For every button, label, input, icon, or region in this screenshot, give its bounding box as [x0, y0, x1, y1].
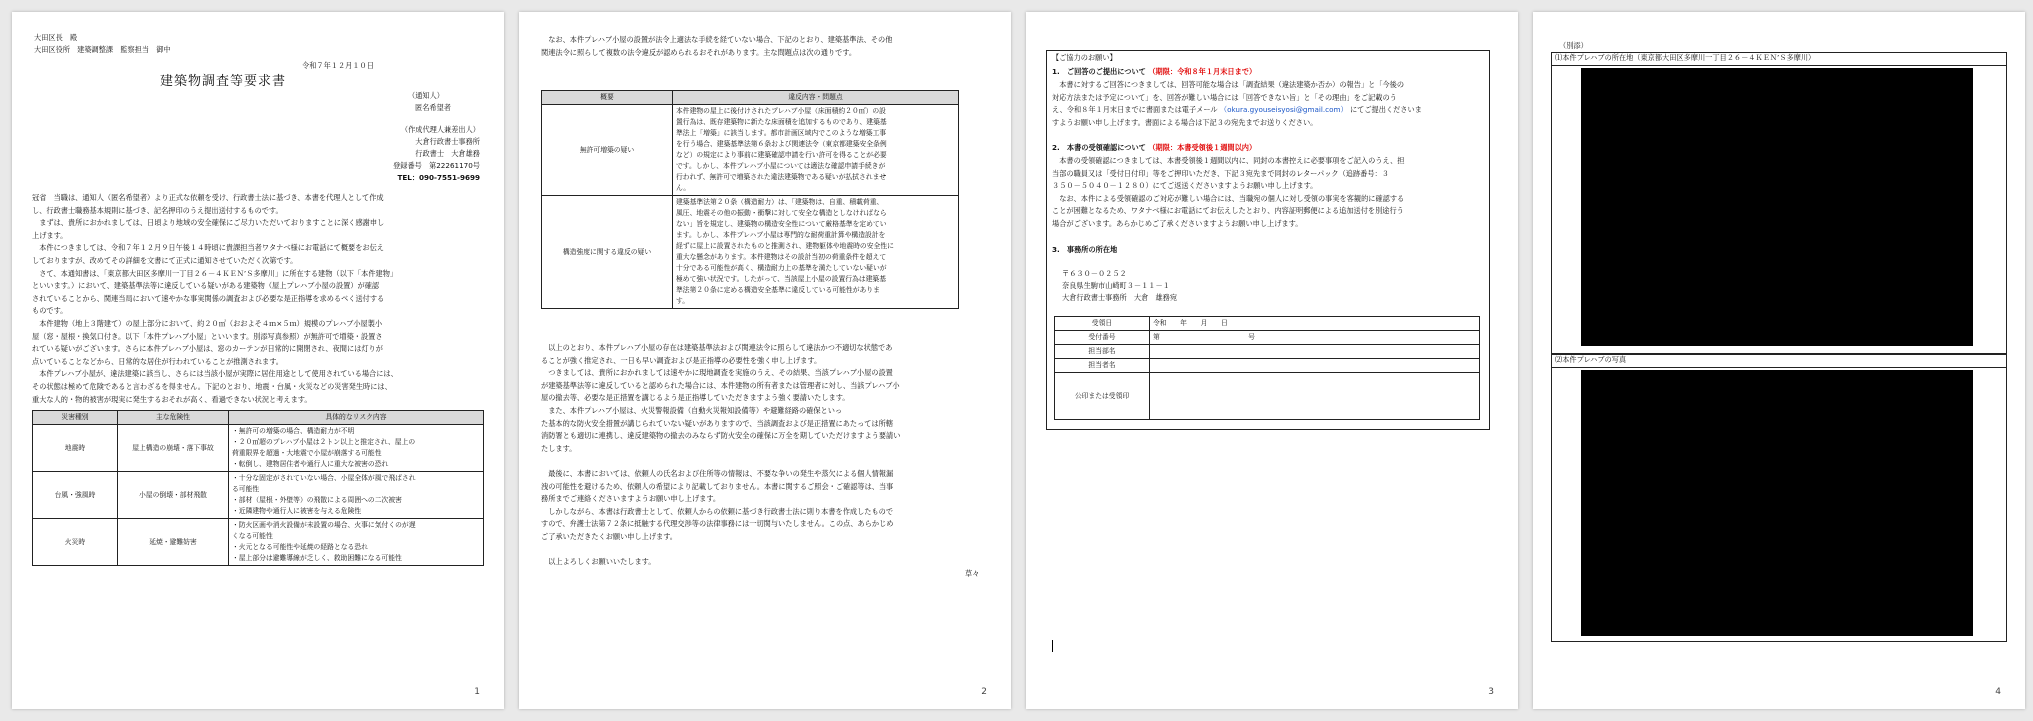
table-row — [1055, 373, 1480, 420]
staff-name-field[interactable] — [1150, 359, 1480, 373]
office-recipient: 大倉行政書士事務所 大倉 雄務宛 — [1062, 293, 1178, 302]
risk-table — [32, 410, 484, 566]
violation-topic: 構造強度に関する違反の疑い — [542, 196, 673, 309]
section-3-heading: 3. 事務所の所在地 — [1052, 245, 1118, 254]
page-2-intro: なお、本件プレハブ小屋の設置が法令上適法な手続を経ていない場合、下記のとおり、建築基準法、その他 関連法令に照らして複数の法令違反が認められるおそれがあります。主な問題点は次の通りです。 — [541, 35, 893, 57]
violation-table-header-topic: 概要 — [542, 91, 673, 105]
receipt-label: 担当部名 — [1055, 345, 1150, 359]
notifier-label: （通知人） — [408, 91, 444, 100]
table-row — [1055, 317, 1480, 331]
photo-label: ⑵本件プレハブの写真 — [1555, 355, 1627, 364]
document-date: 令和７年１２月１０日 — [302, 61, 374, 70]
table-row — [33, 472, 484, 519]
table-row — [542, 196, 959, 309]
risk-type: 台風・強風時 — [33, 472, 118, 519]
page-number: 2 — [981, 687, 987, 697]
table-row — [1055, 331, 1480, 345]
document-title: 建築物調査等要求書 — [160, 74, 287, 89]
author-line-2: 大倉行政書士事務所 — [415, 137, 480, 146]
location-label: ⑴本件プレハブの所在地（東京都大田区多摩川一丁目２６－４ＫＥＮ’Ｓ多摩川） — [1555, 53, 1816, 62]
risk-table-header-details: 具体的なリスク内容 — [229, 411, 484, 425]
table-row — [33, 519, 484, 566]
table-row — [1055, 345, 1480, 359]
receipt-label: 受領日 — [1055, 317, 1150, 331]
risk-details: ・十分な固定がされていない場合、小屋全体が風で飛ばされ る可能性 ・部材（屋根・外壁等）の飛散による周囲への二次被害 ・近隣建物や通行人に被害を与える危険性 — [229, 472, 484, 519]
page-4 — [1533, 12, 2025, 709]
page-number: 3 — [1488, 687, 1494, 697]
receipt-number-field[interactable]: 第 号 — [1150, 331, 1480, 345]
violation-details: 建築基準法第２０条（構造耐力）は、「建築物は、自重、積載荷重、 風圧、地震その他の振動・衝撃に対して安全な構造としなければなら ない」旨を規定し、建築物の構造安全性について厳格基準を定めてい ます。しかし、本件プレハブ小屋は専門的な耐荷重計算や構造設計を 経ずに屋上に設置されたものと推測され、建物躯体や地震時の安全性に 重大な懸念があります。本件建物はその設計当初の荷重条件を超えて 十分である可能性が高く、構造耐力上の基準を満たしていない疑いが 極めて強い状況です。したがって、当該屋上小屋の設置行為は建築基 準法第２０条に定める構造安全基準に違反している可能性がありま す。 — [673, 196, 959, 309]
postal-code: 〒６３０－０２５２ — [1062, 269, 1127, 278]
closing-word: 草々 — [965, 569, 980, 578]
receipt-label: 受付番号 — [1055, 331, 1150, 345]
page-number: 4 — [1995, 687, 2001, 697]
violation-table-header-details: 違反内容・問題点 — [673, 91, 959, 105]
receipt-label: 担当者名 — [1055, 359, 1150, 373]
table-row — [1055, 359, 1480, 373]
redacted-map-image — [1581, 68, 1973, 346]
author-line-3: 行政書士 大倉雄務 — [415, 149, 480, 158]
table-row — [542, 105, 959, 196]
page-3 — [1026, 12, 1518, 709]
violation-topic: 無許可増築の疑い — [542, 105, 673, 196]
receipt-label: 公印または受領印 — [1055, 373, 1150, 420]
notifier-name: 匿名希望者 — [415, 103, 451, 112]
section-1-deadline: （期限：令和８年１月末日まで） — [1148, 67, 1257, 76]
page-number: 1 — [474, 687, 480, 697]
page-1-body: 冠省 当職は、通知人（匿名希望者）より正式な依頼を受け、行政書士法に基づき、本書を代理人として作成 し、行政書士職務基本規則に基づき、記名押印のうえ提出送付するものです。 まずは、貴所におかれましては、日頃より地域の安全確保にご尽力いただいておりますことに深く感謝申し 上げます。 本件につきましては、令和７年１２月９日午後１４時頃に貴課担当者ワタナベ様にお電話にて概要をお伝え しておりますが、改めてその詳細を文書にて正式に通知させていただく次第です。 さて、本通知書は、「東京都大田区多摩川一丁目２６－４ＫＥＮ’Ｓ多摩川」に所在する建物（以下「本件建物」 といいます。）において、建築基準法等に違反している疑いがある建築物（屋上プレハブ小屋の設置）が確認 されていることから、関連当局において速やかな事実関係の調査および必要な是正指導を求めるべく送付する ものです。 本件建物（地上３階建て）の屋上部分において、約２０㎡（おおよそ４ｍ×５ｍ）規模のプレハブ小屋製小 屋（窓・屋根・換気口付き。以下「本件プレハブ小屋」といいます。別添写真参照）が無許可で増築・設置さ れている疑いがございます。さらに本件プレハブ小屋は、窓のカーテンが日常的に開閉され、夜間には灯りが 点いていることなどから、日常的な居住が行われていることが推測されます。 本件プレハブ小屋が、違法建築に該当し、さらには当該小屋が実際に居住用途として使用されている場合には、 その状態は極めて危険であると言わざるを得ません。下記のとおり、地震・台風・火災などの災害発生時には、 重大な人的・物的被害が現実に発生するおそれが高く、看過できない状況と考えます。 — [32, 193, 398, 404]
table-row — [33, 425, 484, 472]
section-2-deadline: （期限：本書受領後１週間以内） — [1148, 143, 1257, 152]
department-field[interactable] — [1150, 345, 1480, 359]
addressee-line-2: 大田区役所 建築調整課 監察担当 御中 — [34, 45, 171, 54]
page-2-body: 以上のとおり、本件プレハブ小屋の存在は建築基準法および関連法令に照らして違法かつ不適切な状態であ ることが強く推定され、一日も早い調査および是正指導の必要性を強く申し上げます。 つきましては、貴所におかれましては速やかに現地調査を実施のうえ、その結果、当該プレハブ小屋の設置 が建築基準法等に違反していると認められた場合には、本件建物の所有者または管理者に対し、当該プレハブ小 屋の撤去等、必要な是正措置を講じるよう是正指導していただきますよう強く要請いたします。 また、本件プレハブ小屋は、火災警報設備（自動火災報知設備等）や避難経路の確保といっ た基本的な防火安全措置が講じられていない疑いがありますので、当該調査および是正措置にあたっては所轄 消防署とも適切に連携し、違反建築物の撤去のみならず防火安全の確保に万全を期していただけますよう要請い たします。 最後に、本書においては、依頼人の氏名および住所等の情報は、不要な争いの発生や蒸欠による個人情報漏 洩の可能性を避けるため、依頼人の希望により記載しておりません。本書に関するご照会・ご確認等は、当事 務所までご連絡くださいますようお願い申し上げます。 しかしながら、本書は行政書士として、依頼人からの依頼に基づき行政書士法に則り本書を作成したもので すので、弁護士法第７２条に抵触する代理交渉等の法律事務には一切関与いたしません。この点、あらかじめ ご了承いただきたくお願い申し上げます。 以上よろしくお願いいたします。 — [541, 343, 901, 567]
addressee-line-1: 大田区長 殿 — [34, 33, 78, 42]
risk-type: 火災時 — [33, 519, 118, 566]
page-2 — [519, 12, 1011, 709]
risk-danger: 延焼・避難妨害 — [118, 519, 229, 566]
author-line-1: （作成代理人兼差出人） — [400, 125, 480, 134]
section-1-body: 本書に対するご回答につきましては、回答可能な場合は「調査結果（違法建築か否か）の報告」と「今後の 対応方法または予定について」を、回答が難しい場合には「回答できない旨」と「その理由」をご記載のう え、令和８年１月末日までに書面または電子メール （okura.gyouseisyosi@gmail.com） にてご提出くださいま すようお願い申し上げます。書面による場合は下記３の宛先までお送りください。 — [1052, 80, 1422, 127]
text-cursor — [1052, 640, 1053, 652]
section-1-heading: 1. ご回答のご提出について （期限：令和８年１月末日まで） — [1052, 67, 1257, 76]
risk-table-header-danger: 主な危険性 — [118, 411, 229, 425]
risk-danger: 屋上構造の崩壊・落下事故 — [118, 425, 229, 472]
violation-details: 本件建物の屋上に後付けされたプレハブ小屋（床面積約２０㎡）の設 置行為は、既存建築物に新たな床面積を追加するものであり、建築基 準法上「増築」に該当します。都市計画区域内でこのような増築工事 を行う場合、建築基準法第６条および関連法令（東京都建築安全条例 など）の規定により事前に建築確認申請を行い許可を得ることが必要 です。しかし、本件プレハブ小屋については適法な確認申請手続きが 行われず、無許可で増築された違法建築物である疑いが払拭されませ ん。 — [673, 105, 959, 196]
risk-details: ・防火区画や消火設備が未設置の場合、火事に気付くのが遅 くなる可能性 ・火元となる可能性や延焼の経路となる恐れ ・屋上部分は避難導線が乏しく、救助困難になる可能性 — [229, 519, 484, 566]
risk-details: ・無許可の増築の場合、構造耐力が不明 ・２０㎡超のプレハブ小屋は２トン以上と推定され、屋上の 荷重限界を超過・大地震で小屋が崩落する可能性 ・転倒し、建物居住者や通行人に重大な被害の恐れ — [229, 425, 484, 472]
office-address: 奈良県生駒市山崎町３－１１－１ — [1062, 281, 1170, 290]
section-2-body: 本書の受領確認につきましては、本書受領後１週間以内に、同封の本書控えに必要事項をご記入のうえ、担 当部の職員又は「受付日付印」等をご押印いただき、下記３宛先まで同封のレターパック（追跡番号：３ ３５０－５０４０－１２８０）にてご返送くださいますようお願い申し上げます。 なお、本件による受領確認のご対応が難しい場合には、当職宛の個人に対し受領の事実を客観的に確認する ことが困難となるため、ワタナベ様にお電話にてお伝えしたとおり、内容証明郵便による追加送付を別途行う 場合がございます。あらかじめご了承くださいますようお願い申し上げます。 — [1052, 156, 1405, 228]
author-line-4: 登録番号 第22261170号 — [393, 161, 480, 170]
risk-table-header-type: 災害種別 — [33, 411, 118, 425]
violation-table — [541, 90, 959, 309]
receipt-date-field[interactable]: 令和 年 月 日 — [1150, 317, 1480, 331]
attachment-header: （別添） — [1559, 41, 1588, 50]
box-title: 【ご協力のお願い】 — [1052, 53, 1117, 62]
author-phone: TEL：090-7551-9699 — [397, 173, 480, 182]
page-1 — [12, 12, 504, 709]
section-2-heading: 2. 本書の受領確認について （期限：本書受領後１週間以内） — [1052, 143, 1257, 152]
contact-email[interactable]: （okura.gyouseisyosi@gmail.com） — [1219, 105, 1348, 115]
receipt-table — [1054, 316, 1480, 420]
seal-field[interactable] — [1150, 373, 1480, 420]
risk-danger: 小屋の倒壊・部材飛散 — [118, 472, 229, 519]
redacted-photo-image — [1581, 370, 1973, 636]
risk-type: 地震時 — [33, 425, 118, 472]
